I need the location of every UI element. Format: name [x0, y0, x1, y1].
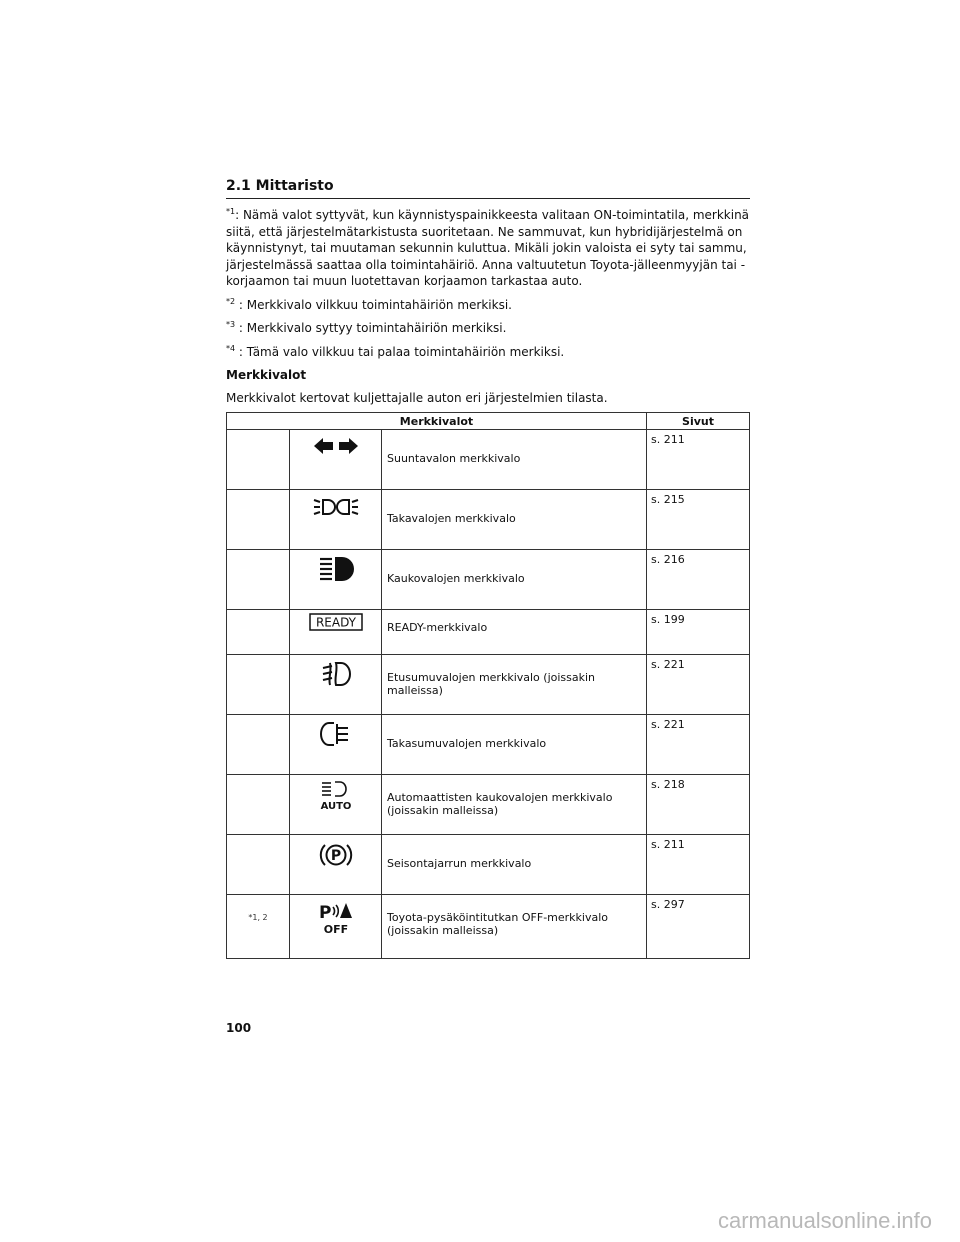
icon-cell — [290, 835, 382, 895]
watermark: carmanualsonline.info — [717, 1208, 932, 1233]
icon-cell — [290, 895, 382, 959]
note-1 — [226, 207, 750, 290]
desc-cell — [382, 775, 647, 835]
row-page: s. 216 — [647, 550, 750, 610]
desc-cell — [382, 715, 647, 775]
rear-fog-icon — [320, 721, 352, 747]
row-desc: Seisontajarrun merkkivalo — [387, 857, 532, 870]
indicator-lights-table — [226, 412, 750, 959]
parking-sensor-off-icon — [316, 901, 356, 935]
desc-cell — [382, 550, 647, 610]
note-mark: *2 — [226, 296, 236, 306]
ready-label: READY — [315, 615, 356, 630]
note-text: : Merkkivalo syttyy toimintahäiriön merkiksi. — [235, 321, 507, 335]
table-row — [227, 835, 750, 895]
icon-cell — [290, 715, 382, 775]
note-text: : Tämä valo vilkkuu tai palaa toimintahäiriön merkiksi. — [235, 344, 565, 359]
row-note — [227, 610, 290, 655]
desc-cell — [382, 610, 647, 655]
row-note — [227, 550, 290, 610]
off-label: OFF — [323, 923, 348, 935]
tail-light-icon — [312, 496, 360, 518]
parking-p-label: P — [330, 848, 341, 864]
row-desc: Automaattisten kaukovalojen merkkivalo (joissakin malleissa) — [387, 791, 613, 817]
row-desc: Toyota-pysäköintitutkan OFF-merkkivalo (joissakin malleissa) — [387, 911, 609, 937]
front-fog-icon — [320, 661, 352, 687]
note-mark: *4 — [226, 343, 236, 353]
row-note: *1, 2 — [227, 895, 290, 959]
auto-high-beam-icon — [318, 781, 354, 811]
row-page: s. 211 — [647, 430, 750, 490]
row-note — [227, 490, 290, 550]
desc-cell — [382, 835, 647, 895]
row-desc: Etusumuvalojen merkkivalo (joissakin malleissa) — [387, 671, 596, 697]
row-desc: Takasumuvalojen merkkivalo — [387, 737, 547, 750]
icon-cell — [290, 550, 382, 610]
row-page: s. 221 — [647, 655, 750, 715]
table-row — [227, 550, 750, 610]
row-page: s. 221 — [647, 715, 750, 775]
icon-cell — [290, 430, 382, 490]
row-note — [227, 430, 290, 490]
row-page: s. 297 — [647, 895, 750, 959]
note-2 — [226, 297, 750, 314]
ready-icon — [309, 613, 363, 631]
icon-cell — [290, 775, 382, 835]
row-desc: Suuntavalon merkkivalo — [387, 452, 521, 465]
sub-heading: Merkkivalot — [226, 368, 307, 382]
note-mark: *3 — [226, 320, 236, 329]
row-page: s. 215 — [647, 490, 750, 550]
table-row — [227, 655, 750, 715]
row-note — [227, 655, 290, 715]
note-4 — [226, 344, 750, 361]
parking-brake-icon — [319, 841, 353, 869]
note-text: : Nämä valot syttyvät, kun käynnistyspainikkeesta valitaan ON-toimintatila, merkkinä siitä, että järjestelmätarkistusta suoritetaan. Ne sammuvat, kun hybridijärjestelmä on käynnistynyt, tai muutaman sekunnin kuluttua. Mikäli jokin valoista ei syty tai sammu, järjestelmässä saattaa olla toimintahäiriö. Anna valtuutetun Toyota-jälleenmyyjän tai -korjaamon tai muun luotettavan korjaamon tarkastaa auto. — [226, 208, 750, 288]
table-row — [227, 715, 750, 775]
desc-cell — [382, 490, 647, 550]
row-note — [227, 835, 290, 895]
intro-text: Merkkivalot kertovat kuljettajalle auton eri järjestelmien tilasta. — [226, 390, 608, 405]
icon-cell — [290, 490, 382, 550]
table-row — [227, 430, 750, 490]
table-row — [227, 490, 750, 550]
row-note — [227, 775, 290, 835]
section-title: 2.1 Mittaristo — [226, 178, 750, 199]
desc-cell — [382, 655, 647, 715]
desc-cell — [382, 895, 647, 959]
header-lights: Merkkivalot — [227, 413, 647, 430]
icon-cell — [290, 655, 382, 715]
auto-label: AUTO — [320, 801, 351, 811]
table-row — [227, 610, 750, 655]
high-beam-icon — [316, 556, 356, 582]
page-number: 100 — [226, 1021, 252, 1035]
desc-cell — [382, 430, 647, 490]
row-desc: Kaukovalojen merkkivalo — [387, 572, 525, 585]
sensor-p-label: P — [318, 903, 331, 923]
table-header-row — [227, 413, 750, 430]
row-page: s. 218 — [647, 775, 750, 835]
row-page: s. 199 — [647, 610, 750, 655]
turn-signal-icon — [312, 436, 360, 456]
row-note — [227, 715, 290, 775]
notes-block — [226, 207, 750, 406]
note-mark: *1 — [226, 207, 236, 216]
icon-cell — [290, 610, 382, 655]
header-pages: Sivut — [647, 413, 750, 430]
row-desc: READY-merkkivalo — [387, 621, 488, 634]
row-page: s. 211 — [647, 835, 750, 895]
table-row — [227, 775, 750, 835]
row-desc: Takavalojen merkkivalo — [387, 512, 516, 525]
note-text: : Merkkivalo vilkkuu toimintahäiriön merkiksi. — [235, 297, 512, 312]
table-row — [227, 895, 750, 959]
note-3 — [226, 320, 750, 337]
